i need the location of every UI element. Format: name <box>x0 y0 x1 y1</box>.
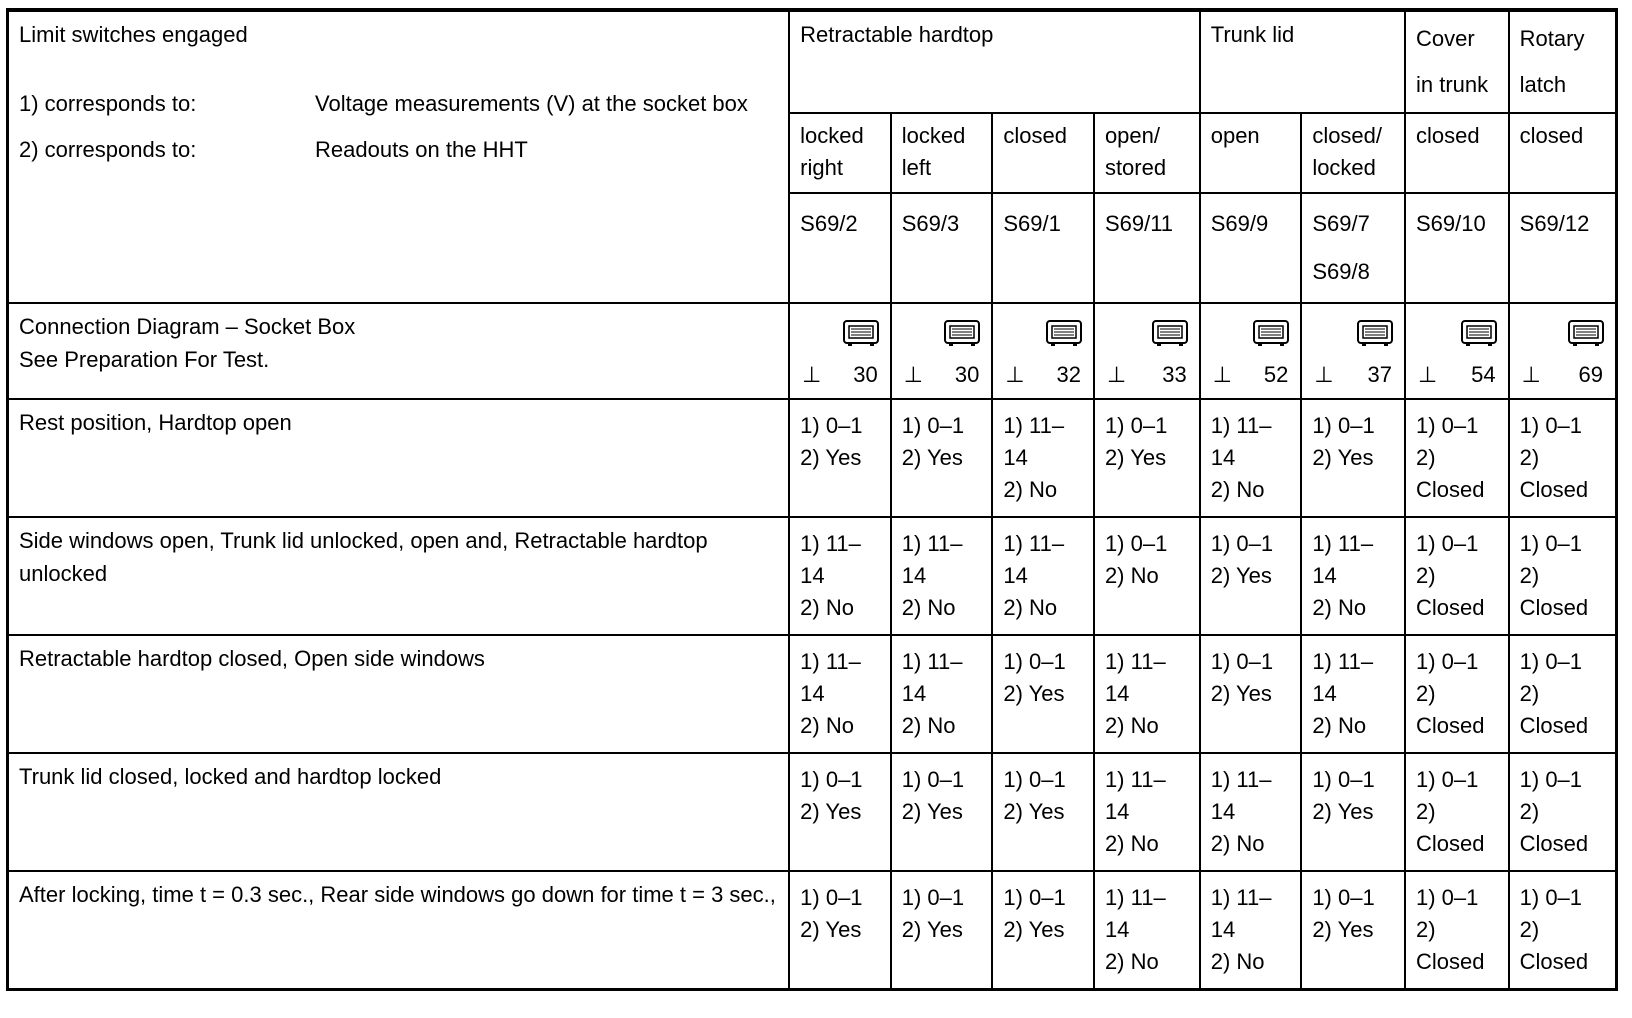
connection-subtitle: See Preparation For Test. <box>19 347 270 372</box>
limit-switch-test-page <box>6 8 1618 991</box>
corresponds-line-2 <box>19 127 778 173</box>
value-cell <box>1094 871 1200 989</box>
voltage-value: 1) 0–1 <box>1312 885 1375 910</box>
voltage-value: 1) 0–1 <box>1415 649 1479 674</box>
hht-readout: 2) Closed <box>1415 445 1485 502</box>
value-cell <box>1301 517 1405 635</box>
pin-number: 54 <box>1471 362 1496 387</box>
value-cell <box>1094 635 1200 753</box>
hht-readout: 2) Yes <box>1104 445 1167 470</box>
socket-box-icon <box>1045 318 1083 348</box>
value-cell <box>1405 635 1509 753</box>
header-description-cell <box>8 10 790 303</box>
socket-box-icon <box>1151 318 1189 348</box>
state-locked-left: locked left <box>891 113 993 193</box>
corresponds-line-1 <box>19 81 778 127</box>
socket-box-icon <box>943 318 981 348</box>
voltage-value: 1) 11–14 <box>1210 767 1272 824</box>
voltage-value: 1) 0–1 <box>901 885 965 910</box>
connection-row <box>8 303 1617 399</box>
socket-box-icon <box>1356 318 1394 348</box>
state-closed-cover: closed <box>1405 113 1509 193</box>
ground-icon: ⊥ <box>1106 362 1127 387</box>
hht-readout: 2) Closed <box>1415 681 1485 738</box>
value-cell <box>1301 871 1405 989</box>
value-cell <box>1509 399 1617 517</box>
hht-readout: 2) Yes <box>1210 681 1272 706</box>
value-cell <box>1405 871 1509 989</box>
voltage-value: 1) 0–1 <box>1104 531 1168 556</box>
voltage-value: 1) 0–1 <box>1312 413 1375 438</box>
pin-number: 30 <box>954 362 980 387</box>
value-cell <box>789 871 891 989</box>
value-cell <box>1200 753 1302 871</box>
value-cell <box>891 517 993 635</box>
value-cell <box>1200 635 1302 753</box>
hht-readout: 2) No <box>901 595 956 620</box>
switch-s69-1: S69/1 <box>992 193 1094 303</box>
value-cell <box>789 517 891 635</box>
hht-readout: 2) Yes <box>1312 799 1374 824</box>
value-cell <box>1094 517 1200 635</box>
hht-readout: 2) Yes <box>1003 799 1065 824</box>
row-label: Trunk lid closed, locked and hardtop locked <box>8 753 790 871</box>
hht-readout: 2) Closed <box>1415 799 1485 856</box>
table-row <box>8 635 1617 753</box>
connection-label-cell <box>8 303 790 399</box>
value-cell <box>891 871 993 989</box>
group-rotary-latch: Rotary latch <box>1509 10 1617 113</box>
state-open-trunk: open <box>1200 113 1302 193</box>
value-cell <box>992 753 1094 871</box>
voltage-value: 1) 0–1 <box>1210 649 1274 674</box>
value-cell <box>1301 635 1405 753</box>
table-title: Limit switches engaged <box>19 22 248 47</box>
voltage-value: 1) 0–1 <box>800 767 863 792</box>
voltage-value: 1) 11–14 <box>901 531 963 588</box>
hht-readout: 2) No <box>1003 595 1058 620</box>
voltage-value: 1) 11–14 <box>1312 531 1374 588</box>
row-label: Retractable hardtop closed, Open side windows <box>8 635 790 753</box>
value-cell <box>1200 871 1302 989</box>
hht-readout: 2) No <box>1003 477 1058 502</box>
hht-readout: 2) Yes <box>800 445 862 470</box>
state-closed-locked: closed/ locked <box>1301 113 1405 193</box>
voltage-value: 1) 0–1 <box>1104 413 1168 438</box>
value-cell <box>1301 753 1405 871</box>
hht-readout: 2) Yes <box>1210 563 1272 588</box>
value-cell <box>1405 517 1509 635</box>
ground-icon: ⊥ <box>1314 362 1334 387</box>
pin-number: 37 <box>1367 362 1392 387</box>
voltage-value: 1) 0–1 <box>1519 767 1583 792</box>
socket-box-icon <box>842 318 880 348</box>
voltage-value: 1) 0–1 <box>901 413 965 438</box>
voltage-value: 1) 0–1 <box>1003 885 1066 910</box>
connection-cell-col3 <box>992 303 1094 399</box>
connection-cell-col5 <box>1200 303 1302 399</box>
corresponds-key-1: 1) corresponds to: <box>19 91 197 116</box>
hht-readout: 2) No <box>1210 831 1265 856</box>
corresponds-value-2: Readouts on the HHT <box>315 137 528 162</box>
connection-cell-col6 <box>1301 303 1405 399</box>
voltage-value: 1) 0–1 <box>800 885 863 910</box>
voltage-value: 1) 11–14 <box>901 649 963 706</box>
value-cell <box>1509 871 1617 989</box>
voltage-value: 1) 0–1 <box>1519 885 1583 910</box>
voltage-value: 1) 11–14 <box>1104 649 1166 706</box>
hht-readout: 2) No <box>800 713 854 738</box>
voltage-value: 1) 0–1 <box>1519 531 1583 556</box>
hht-readout: 2) Yes <box>800 917 862 942</box>
voltage-value: 1) 0–1 <box>800 413 863 438</box>
table-row <box>8 399 1617 517</box>
switch-s69-7: S69/7 <box>1312 211 1370 236</box>
ground-icon: ⊥ <box>1417 362 1438 387</box>
voltage-value: 1) 0–1 <box>1415 885 1479 910</box>
hht-readout: 2) No <box>1104 563 1159 588</box>
hht-readout: 2) Closed <box>1415 917 1485 974</box>
voltage-value: 1) 11–14 <box>800 649 861 706</box>
value-cell <box>992 517 1094 635</box>
corresponds-value-1: Voltage measurements (V) at the socket box <box>315 91 748 116</box>
value-cell <box>1094 753 1200 871</box>
hht-readout: 2) No <box>1312 595 1367 620</box>
switch-s69-8: S69/8 <box>1312 259 1370 284</box>
hht-readout: 2) Closed <box>1519 917 1589 974</box>
socket-box-icon <box>1567 318 1605 348</box>
value-cell <box>789 753 891 871</box>
corresponds-key-2: 2) corresponds to: <box>19 137 197 162</box>
voltage-value: 1) 11–14 <box>1210 413 1272 470</box>
voltage-value: 1) 11–14 <box>1312 649 1374 706</box>
connection-cell-col4 <box>1094 303 1200 399</box>
value-cell <box>891 635 993 753</box>
value-cell <box>992 871 1094 989</box>
hht-readout: 2) Closed <box>1415 563 1485 620</box>
hht-readout: 2) Closed <box>1519 799 1589 856</box>
hht-readout: 2) No <box>1104 713 1159 738</box>
ground-icon: ⊥ <box>1521 362 1541 387</box>
voltage-value: 1) 0–1 <box>1003 767 1066 792</box>
switch-s69-7-8 <box>1301 193 1405 303</box>
value-cell <box>1200 517 1302 635</box>
connection-cell-col8 <box>1509 303 1617 399</box>
voltage-value: 1) 0–1 <box>1210 531 1274 556</box>
value-cell <box>1509 753 1617 871</box>
switch-s69-11: S69/11 <box>1094 193 1200 303</box>
value-cell <box>789 399 891 517</box>
switch-s69-9: S69/9 <box>1200 193 1302 303</box>
connection-title: Connection Diagram – Socket Box <box>19 314 356 339</box>
pin-number: 33 <box>1162 362 1187 387</box>
hht-readout: 2) Closed <box>1519 445 1589 502</box>
value-cell <box>992 399 1094 517</box>
ground-icon: ⊥ <box>802 362 822 387</box>
value-cell <box>1405 753 1509 871</box>
pin-number: 69 <box>1578 362 1603 387</box>
connection-cell-col7 <box>1405 303 1509 399</box>
switch-s69-12: S69/12 <box>1509 193 1617 303</box>
connection-cell-col2 <box>891 303 993 399</box>
hht-readout: 2) No <box>1210 949 1265 974</box>
group-retractable-hardtop: Retractable hardtop <box>789 10 1200 113</box>
row-label: Rest position, Hardtop open <box>8 399 790 517</box>
table-row <box>8 517 1617 635</box>
voltage-value: 1) 0–1 <box>1519 649 1583 674</box>
socket-box-icon <box>1252 318 1290 348</box>
voltage-value: 1) 0–1 <box>1415 531 1479 556</box>
hht-readout: 2) Yes <box>800 799 862 824</box>
pin-number: 32 <box>1056 362 1081 387</box>
value-cell <box>1094 399 1200 517</box>
hht-readout: 2) No <box>1104 949 1159 974</box>
hht-readout: 2) No <box>800 595 854 620</box>
voltage-value: 1) 11–14 <box>1003 531 1065 588</box>
hht-readout: 2) Yes <box>1312 445 1374 470</box>
hht-readout: 2) No <box>1210 477 1265 502</box>
hht-readout: 2) No <box>1312 713 1367 738</box>
state-open-stored: open/ stored <box>1094 113 1200 193</box>
hht-readout: 2) No <box>901 713 956 738</box>
hht-readout: 2) Yes <box>901 917 963 942</box>
hht-readout: 2) Closed <box>1519 563 1589 620</box>
value-cell <box>1301 399 1405 517</box>
value-cell <box>1200 399 1302 517</box>
table-row <box>8 753 1617 871</box>
state-closed-latch: closed <box>1509 113 1617 193</box>
table-row <box>8 871 1617 989</box>
hht-readout: 2) Yes <box>1312 917 1374 942</box>
switch-s69-2: S69/2 <box>789 193 891 303</box>
ground-icon: ⊥ <box>903 362 923 387</box>
value-cell <box>891 399 993 517</box>
value-cell <box>789 635 891 753</box>
voltage-value: 1) 0–1 <box>1519 413 1583 438</box>
state-closed-hardtop: closed <box>992 113 1094 193</box>
value-cell <box>1509 517 1617 635</box>
connection-cell-col1 <box>789 303 891 399</box>
hht-readout: 2) Yes <box>901 799 963 824</box>
value-cell <box>1405 399 1509 517</box>
pin-number: 52 <box>1263 362 1289 387</box>
hht-readout: 2) Yes <box>1003 681 1065 706</box>
voltage-value: 1) 11–14 <box>1210 885 1272 942</box>
voltage-value: 1) 0–1 <box>1312 767 1375 792</box>
voltage-value: 1) 11–14 <box>1104 885 1166 942</box>
value-cell <box>1509 635 1617 753</box>
voltage-value: 1) 11–14 <box>800 531 861 588</box>
value-cell <box>891 753 993 871</box>
voltage-value: 1) 0–1 <box>1003 649 1066 674</box>
switch-s69-10: S69/10 <box>1405 193 1509 303</box>
value-cell <box>992 635 1094 753</box>
pin-number: 30 <box>853 362 878 387</box>
hht-readout: 2) Yes <box>1003 917 1065 942</box>
group-cover-in-trunk: Cover in trunk <box>1405 10 1509 113</box>
voltage-value: 1) 0–1 <box>1415 413 1479 438</box>
row-label: Side windows open, Trunk lid unlocked, open and, Retractable hardtop unlocked <box>8 517 790 635</box>
voltage-value: 1) 0–1 <box>901 767 965 792</box>
ground-icon: ⊥ <box>1212 362 1232 387</box>
ground-icon: ⊥ <box>1005 362 1025 387</box>
group-trunk-lid: Trunk lid <box>1200 10 1405 113</box>
voltage-value: 1) 11–14 <box>1104 767 1166 824</box>
limit-switch-table <box>6 8 1618 991</box>
switch-s69-3: S69/3 <box>891 193 993 303</box>
voltage-value: 1) 0–1 <box>1415 767 1479 792</box>
hht-readout: 2) No <box>1104 831 1159 856</box>
socket-box-icon <box>1460 318 1498 348</box>
row-label: After locking, time t = 0.3 sec., Rear side windows go down for time t = 3 sec., <box>8 871 790 989</box>
voltage-value: 1) 11–14 <box>1003 413 1065 470</box>
hht-readout: 2) Closed <box>1519 681 1589 738</box>
state-locked-right: locked right <box>789 113 891 193</box>
hht-readout: 2) Yes <box>901 445 963 470</box>
